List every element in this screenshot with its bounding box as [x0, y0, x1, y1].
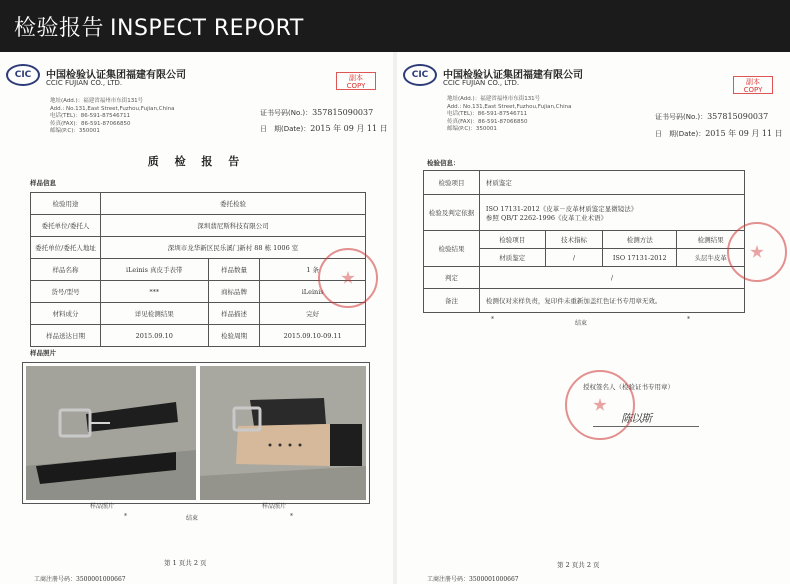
- copy-stamp-cn: 副本: [746, 78, 760, 86]
- title-cn: 检验报告: [14, 16, 105, 41]
- table-row: [31, 281, 366, 303]
- qty-label: 样品数量: [208, 259, 260, 281]
- address-line: 传真(FAX)：86-591-87066850: [447, 118, 528, 125]
- page-number: 第 1 页共 2 页: [164, 559, 207, 567]
- desc-value: 完好: [260, 303, 366, 325]
- signature: 陈以斯: [621, 412, 651, 425]
- table-row: [31, 193, 366, 215]
- report-date: [260, 123, 388, 134]
- end-mark: 结束: [186, 515, 199, 522]
- result-cell: 材质鉴定: [479, 249, 545, 267]
- remark-value: 检测仅对来样负责，复印件未重新加盖红色证书专用章无效。: [479, 289, 744, 313]
- model-value: ***: [100, 281, 208, 303]
- result-label: 检验结果: [424, 231, 480, 267]
- cert-no-value: 357815090037: [312, 108, 374, 117]
- cert-no-value: 357815090037: [707, 112, 769, 121]
- company-name-en: CCIC FUJIAN CO., LTD.: [443, 79, 520, 87]
- remark-label: 备注: [424, 289, 480, 313]
- date-label: 日 期(Date)：: [655, 130, 706, 138]
- copy-stamp-cn: 副本: [349, 74, 363, 82]
- table-row: [424, 195, 745, 231]
- name-value: iLeinis 真皮手表带: [100, 259, 208, 281]
- qty-value: 1 条: [260, 259, 366, 281]
- sample-info-label: 样品信息: [30, 179, 56, 187]
- doc-title: 质 检 报 告: [147, 155, 246, 168]
- company-name-en: CCIC FUJIAN CO., LTD.: [46, 79, 123, 87]
- sample-photo-back: [200, 366, 366, 500]
- address-line: 电话(TEL)：86-591-87546711: [447, 111, 528, 117]
- result-header: 检测方法: [603, 231, 677, 249]
- result-header: 技术指标: [545, 231, 603, 249]
- copy-stamp: [733, 76, 773, 94]
- report-date: [655, 128, 783, 139]
- inspection-seal: [318, 248, 378, 308]
- address-block: [447, 96, 572, 134]
- result-header: 检验项目: [479, 231, 545, 249]
- period-label: 检验周期: [208, 325, 260, 347]
- inspection-seal: [727, 222, 787, 282]
- table-row: [424, 267, 745, 289]
- address-label: 委托单位/委托人地址: [31, 237, 101, 259]
- signature-line: [593, 426, 699, 427]
- title-en: INSPECT REPORT: [110, 16, 304, 41]
- material-label: 材料成分: [31, 303, 101, 325]
- item-label: 检验项目: [424, 171, 480, 195]
- ccic-logo: CIC: [403, 64, 437, 86]
- photos-label: 样品照片: [30, 349, 56, 357]
- model-label: 货号/型号: [31, 281, 101, 303]
- inspection-table: [423, 170, 745, 313]
- result-cell: /: [545, 249, 603, 267]
- copy-stamp-en: COPY: [743, 86, 763, 94]
- address-line: Add.: No.131,East Street,Fuzhou,Fujian,China: [447, 103, 572, 110]
- date-value: 2015 年 09 月 11 日: [705, 129, 783, 138]
- ccic-logo: CIC: [6, 64, 40, 86]
- sample-photo-front: [26, 366, 196, 500]
- client-label: 委托单位/委托人: [31, 215, 101, 237]
- cert-no-label: 证书号码(No.)：: [260, 109, 313, 117]
- brand-value: iLeinis: [260, 281, 366, 303]
- table-row: [424, 171, 745, 195]
- table-row: [424, 231, 745, 249]
- address-line: 邮编(P.C)：350001: [50, 128, 100, 134]
- purpose-label: 检验用途: [31, 193, 101, 215]
- table-row: [31, 303, 366, 325]
- bullet-mark: *: [124, 513, 127, 520]
- table-row: [424, 289, 745, 313]
- signatory-label: 授权签名人（检验证书专用章）: [583, 383, 674, 391]
- basis-line-2: 参照 QB/T 2262-1996《皮革工业术语》: [485, 213, 607, 222]
- company-name-cn: 中国检验认证集团福建有限公司: [443, 70, 583, 81]
- date-label: 日 期(Date)：: [260, 125, 311, 133]
- table-row: [31, 215, 366, 237]
- copy-stamp: [336, 72, 376, 90]
- judgment-label: 判定: [424, 267, 480, 289]
- page-title: [14, 11, 304, 42]
- sent-label: 样品送达日期: [31, 325, 101, 347]
- basis-label: 检验及判定依据: [424, 195, 480, 231]
- basis-line-1: ISO 17131-2012《皮革－皮革材质鉴定显微镜法》: [485, 204, 638, 213]
- address-value: 深圳市龙华新区民乐溪门新村 88 栋 1006 室: [100, 237, 365, 259]
- sent-value: 2015.09.10: [100, 325, 208, 347]
- report-page-1: [0, 52, 393, 584]
- photo-caption-back: 样品照片: [262, 503, 287, 510]
- date-value: 2015 年 09 月 11 日: [310, 124, 388, 133]
- table-row: [31, 259, 366, 281]
- bullet-mark: *: [290, 513, 293, 520]
- bullet-mark: *: [687, 316, 690, 323]
- bullet-mark: *: [491, 316, 494, 323]
- cert-number: [655, 112, 768, 122]
- purpose-value: 委托检验: [100, 193, 365, 215]
- period-value: 2015.09.10-09.11: [260, 325, 366, 347]
- page-number: 第 2 页共 2 页: [557, 561, 600, 569]
- result-cell: ISO 17131-2012: [603, 249, 677, 267]
- address-line: 邮编(P.C)：350001: [447, 126, 497, 132]
- client-value: 深圳翡尼斯科技有限公司: [100, 215, 365, 237]
- address-line: 电话(TEL)：86-591-87546711: [50, 113, 131, 119]
- report-page-2: [397, 52, 790, 584]
- address-line: Add.: No.131,East Street,Fuzhou,Fujian,China: [50, 105, 175, 112]
- material-value: 详见检测结果: [100, 303, 208, 325]
- judgment-value: /: [479, 267, 744, 289]
- address-line: 地址(Add.)：福建省福州市东街131号: [447, 96, 541, 102]
- address-line: 地址(Add.)：福建省福州市东街131号: [50, 98, 144, 104]
- result-header: 检测结果: [677, 231, 745, 249]
- sample-info-table: [30, 192, 366, 347]
- official-seal: [565, 370, 635, 440]
- cert-no-label: 证书号码(No.)：: [655, 113, 708, 121]
- inspection-info-label: 检验信息：: [427, 159, 460, 167]
- address-line: 传真(FAX)：86-591-87066850: [50, 120, 131, 127]
- copy-stamp-en: COPY: [346, 82, 366, 90]
- registration-number: 工商注册号码：3500001000667: [34, 576, 126, 583]
- basis-value: [479, 195, 744, 231]
- company-name-cn: 中国检验认证集团福建有限公司: [46, 70, 186, 81]
- item-value: 材质鉴定: [479, 171, 744, 195]
- brand-label: 商标品牌: [208, 281, 260, 303]
- table-row: [31, 237, 366, 259]
- name-label: 样品名称: [31, 259, 101, 281]
- table-row: [31, 325, 366, 347]
- desc-label: 样品描述: [208, 303, 260, 325]
- address-block: [50, 98, 175, 136]
- result-cell: 头层牛皮革: [677, 249, 745, 267]
- header-bar: [0, 0, 790, 52]
- photo-caption-front: 样品照片: [90, 503, 115, 510]
- registration-number: 工商注册号码：3500001000667: [427, 576, 519, 583]
- cert-number: [260, 108, 373, 118]
- end-mark: 结束: [575, 320, 588, 327]
